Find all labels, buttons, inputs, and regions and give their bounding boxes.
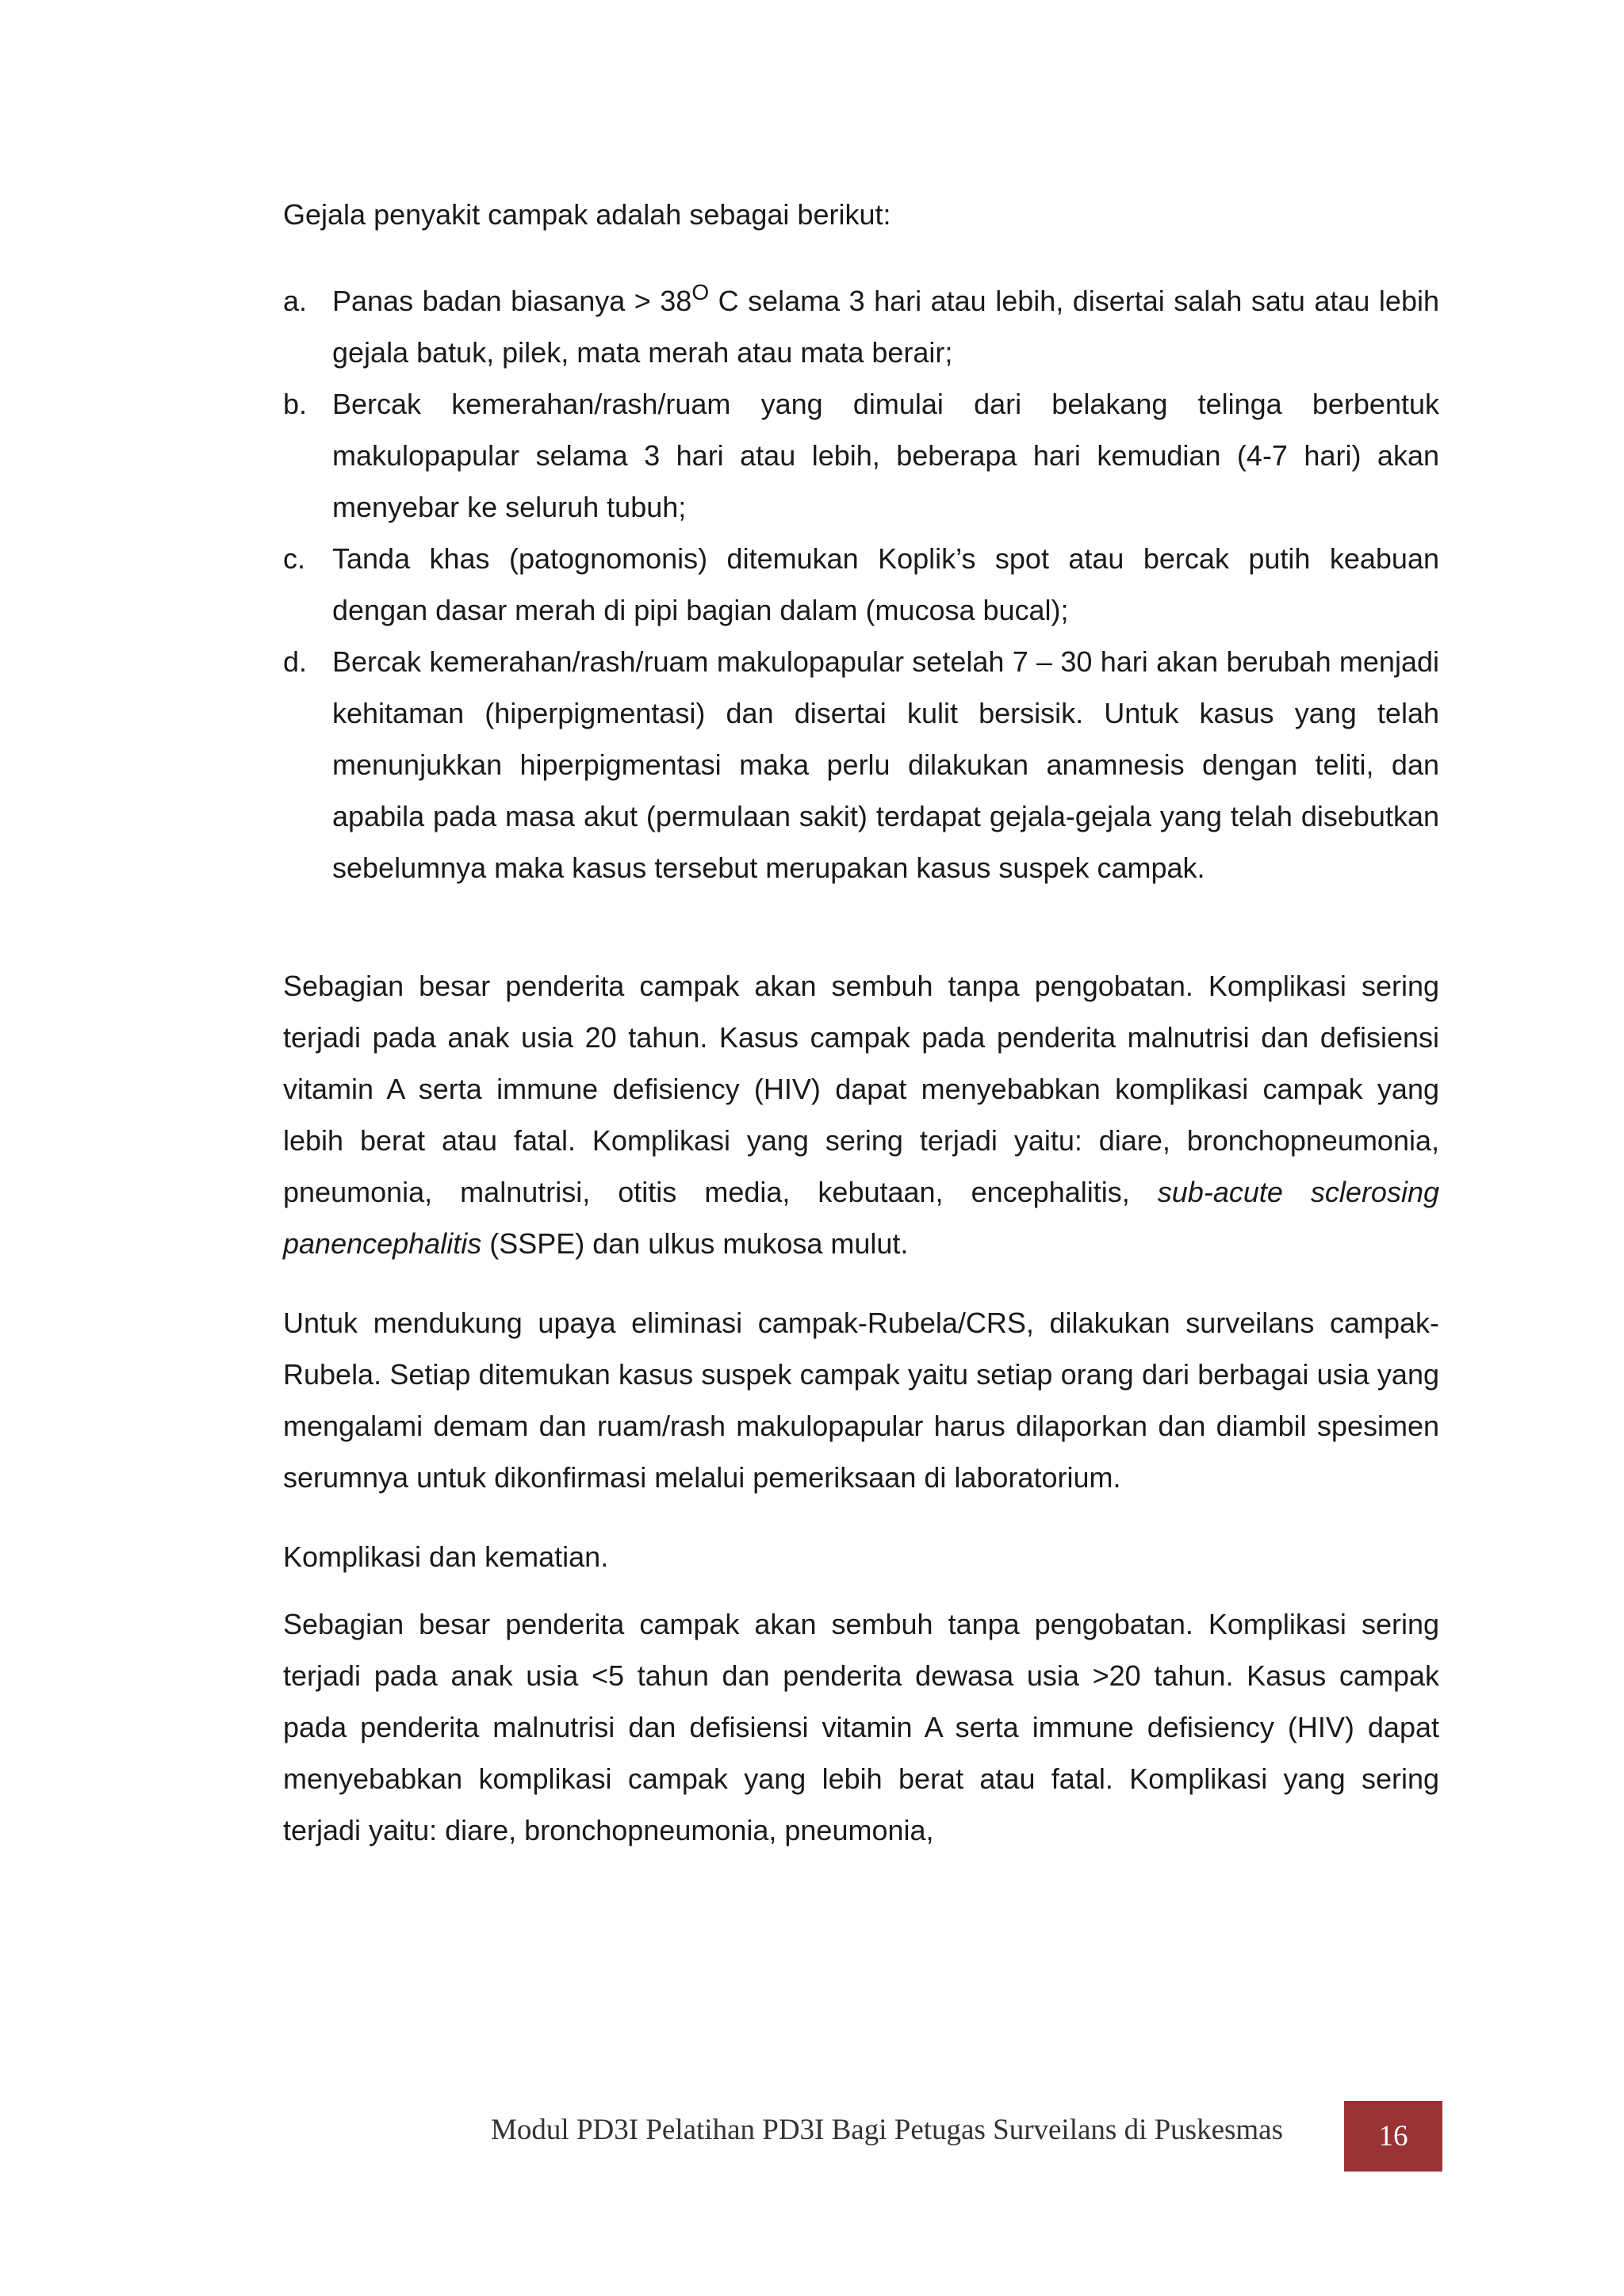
paragraph-surveillance: Untuk mendukung upaya eliminasi campak-Rubela/CRS, dilakukan surveilans campak-Rubela. Setiap ditemukan kasus suspek campak yaitu setiap orang dari berbagai usia yang mengalami demam dan ruam/rash makulopapular harus dilaporkan dan diambil spesimen serumnya untuk dikonfirmasi melalui pemeriksaan di laboratorium. <box>283 1307 1439 1494</box>
list-marker: c. <box>283 542 306 575</box>
list-marker: a. <box>283 285 308 317</box>
symptom-text: Bercak kemerahan/rash/ruam makulopapular setelah 7 – 30 hari akan berubah menjadi kehitaman (hiperpigmentasi) dan disertai kulit bersisik. Untuk kasus yang telah menunjukkan hiperpigmentasi maka perlu dilakukan anamnesis dengan teliti, dan apabila pada masa akut (permulaan sakit) terdapat gejala-gejala yang telah disebutkan sebelumnya maka kasus tersebut merupakan kasus suspek campak. <box>332 645 1439 884</box>
list-marker: b. <box>283 388 308 420</box>
symptom-text: Tanda khas (patognomonis) ditemukan Koplik’s spot atau bercak putih keabuan dengan dasar merah di pipi bagian dalam (mucosa bucal); <box>332 542 1439 626</box>
paragraph-complications-detail: Sebagian besar penderita campak akan sembuh tanpa pengobatan. Komplikasi sering terjadi pada anak usia <5 tahun dan penderita dewasa usia >20 tahun. Kasus campak pada penderita malnutrisi dan defisiensi vitamin A serta immune defisiency (HIV) dapat menyebabkan komplikasi campak yang lebih berat atau fatal. Komplikasi yang sering terjadi yaitu: diare, bronchopneumonia, pneumonia, <box>283 1608 1439 1846</box>
paragraph-text: Sebagian besar penderita campak akan sembuh tanpa pengobatan. Komplikasi sering terjadi pada anak usia 20 tahun. Kasus campak pada penderita malnutrisi dan defisiensi vitamin A serta immune defisiency (HIV) dapat menyebabkan komplikasi campak yang lebih berat atau fatal. Komplikasi yang sering terjadi yaitu: diare, bronchopneumonia, pneumonia, malnutrisi, otitis media, kebutaan, encephalitis, <box>283 970 1439 1208</box>
symptom-item-a <box>283 275 1439 378</box>
symptom-item-d <box>283 636 1439 894</box>
page-number-badge: 16 <box>1344 2101 1442 2172</box>
paragraph-complications <box>283 960 1439 1269</box>
paragraph-text-end: (SSPE) dan ulkus mukosa mulut. <box>481 1227 909 1260</box>
section-heading: Komplikasi dan kematian. <box>283 1540 609 1573</box>
symptom-list <box>283 275 1439 894</box>
degree-superscript: O <box>691 280 710 304</box>
symptom-item-b <box>283 378 1439 533</box>
page-content <box>283 189 1439 1856</box>
footer-title: Modul PD3I Pelatihan PD3I Bagi Petugas Surveilans di Puskesmas <box>491 2114 1283 2146</box>
intro-text: Gejala penyakit campak adalah sebagai berikut: <box>283 198 891 231</box>
symptom-text-part: Panas badan biasanya > 38 <box>332 285 692 317</box>
symptom-text: Bercak kemerahan/rash/ruam yang dimulai dari belakang telinga berbentuk makulopapular selama 3 hari atau lebih, beberapa hari kemudian (4-7 hari) akan menyebar ke seluruh tubuh; <box>332 388 1439 523</box>
symptom-item-c <box>283 533 1439 636</box>
italic-term: sub-acute sclerosing panencephalitis <box>283 1176 1439 1260</box>
list-marker: d. <box>283 645 308 678</box>
symptom-text-part: C selama 3 hari atau lebih, disertai salah satu atau lebih gejala batuk, pilek, mata merah atau mata berair; <box>332 285 1439 369</box>
